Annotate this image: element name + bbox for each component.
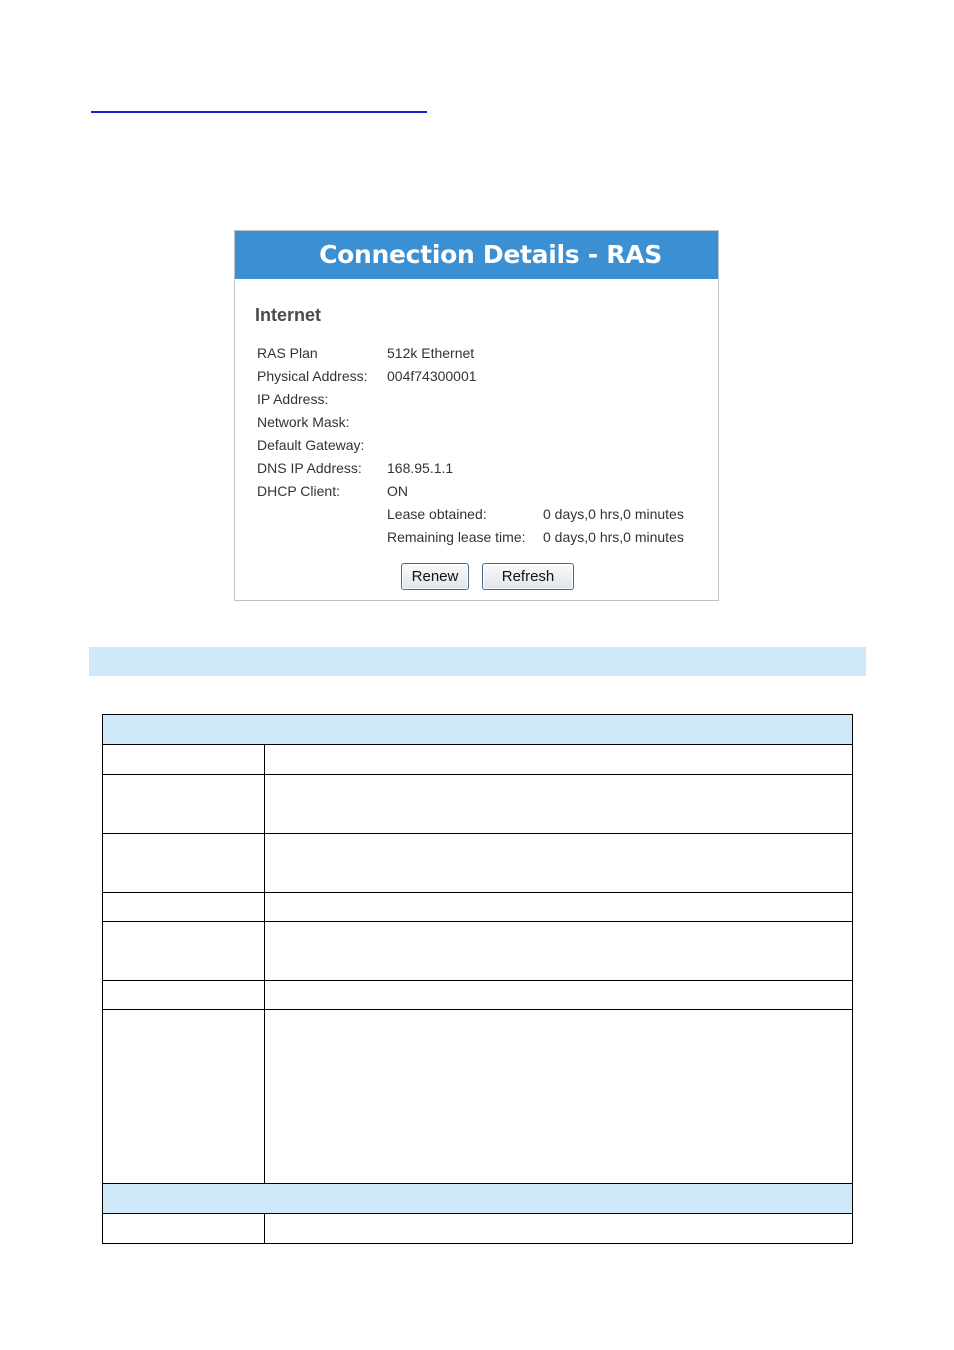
lease-value: 0 days,0 hrs,0 minutes — [543, 529, 684, 545]
connection-details-panel — [234, 230, 719, 601]
section-heading-bar — [89, 647, 866, 676]
lease-label: Lease obtained: — [387, 506, 487, 522]
description-table — [102, 714, 853, 1244]
table-row — [103, 893, 853, 922]
table-cell-label — [103, 1010, 265, 1183]
field-label: DHCP Client: — [257, 483, 340, 499]
table-row — [103, 775, 853, 834]
field-label: RAS Plan — [257, 345, 318, 361]
table-cell-description — [265, 775, 853, 833]
field-value: 004f74300001 — [387, 368, 477, 384]
refresh-button[interactable]: Refresh — [482, 563, 574, 590]
section-title-internet: Internet — [255, 305, 322, 325]
panel-title: Connection Details - RAS — [235, 231, 718, 279]
table-row — [103, 981, 853, 1010]
table-cell-description — [265, 834, 853, 892]
field-value: 168.95.1.1 — [387, 460, 454, 476]
table-header-row — [103, 1184, 853, 1214]
field-value: ON — [387, 483, 408, 499]
field-label: DNS IP Address: — [257, 460, 362, 476]
link-underline — [91, 111, 427, 113]
table-row — [103, 1214, 853, 1244]
field-label: IP Address: — [257, 391, 329, 407]
field-label: Physical Address: — [257, 368, 368, 384]
table-row — [103, 745, 853, 775]
table-cell-label — [103, 834, 265, 892]
table-cell-description — [265, 981, 853, 1009]
table-cell-label — [103, 981, 265, 1009]
table-cell-description — [265, 1214, 853, 1243]
table-cell-label — [103, 893, 265, 921]
table-cell-label — [103, 745, 265, 774]
table-cell-label — [103, 922, 265, 980]
field-label: Default Gateway: — [257, 437, 365, 453]
table-header-row — [103, 715, 853, 745]
field-value: 512k Ethernet — [387, 345, 475, 361]
lease-value: 0 days,0 hrs,0 minutes — [543, 506, 684, 522]
renew-button[interactable]: Renew — [401, 563, 469, 590]
field-label: Network Mask: — [257, 414, 350, 430]
table-row — [103, 1010, 853, 1184]
table-row — [103, 834, 853, 893]
table-cell-description — [265, 922, 853, 980]
table-cell-description — [265, 1010, 853, 1183]
table-cell-description — [265, 745, 853, 774]
table-row — [103, 922, 853, 981]
lease-label: Remaining lease time: — [387, 529, 526, 545]
table-cell-label — [103, 775, 265, 833]
table-cell-description — [265, 893, 853, 921]
table-cell-label — [103, 1214, 265, 1243]
